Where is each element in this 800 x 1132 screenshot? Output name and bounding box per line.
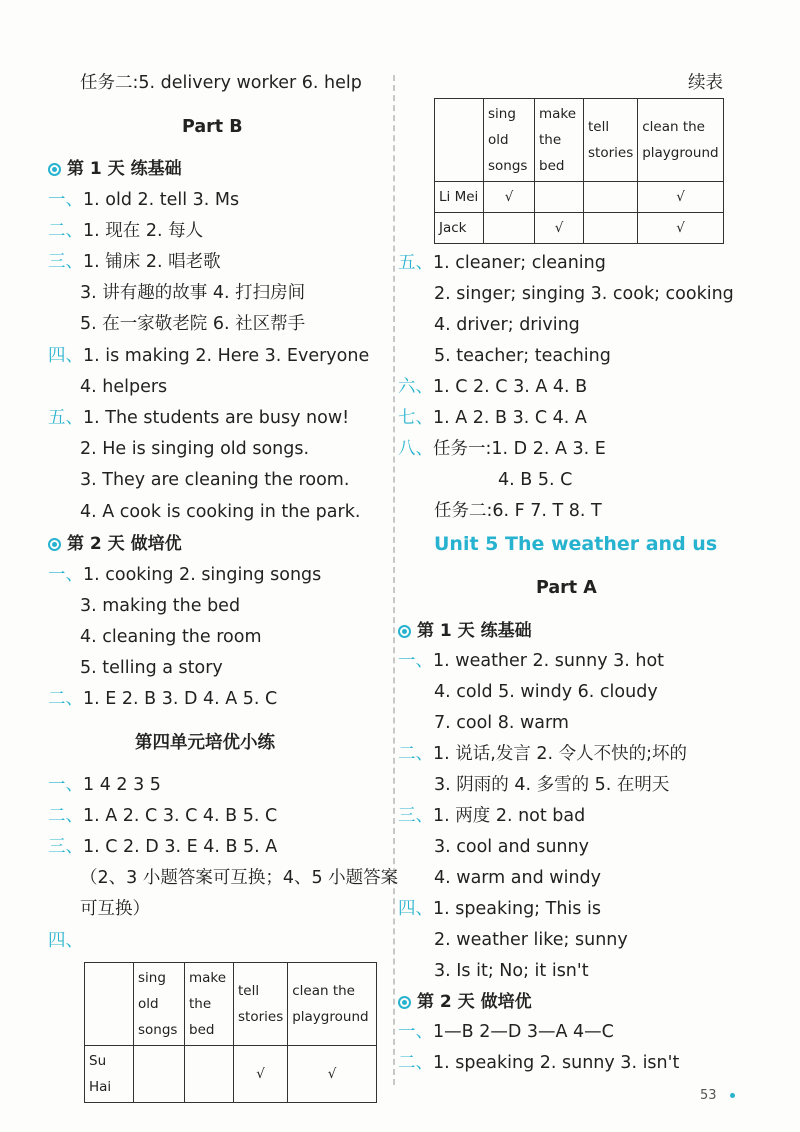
table-row xyxy=(85,1046,377,1103)
answer-line: 二、1. 现在 2. 每人 xyxy=(48,221,204,241)
answer-line: 一、1. old 2. tell 3. Ms xyxy=(48,190,240,210)
table-cell xyxy=(584,182,638,213)
table-cell: √ xyxy=(638,182,724,213)
answer-line: 3. 讲有趣的故事 4. 打扫房间 xyxy=(80,283,306,303)
table-header-cell: sing old songs xyxy=(484,99,535,182)
answer-line: 二、1. speaking 2. sunny 3. isn't xyxy=(398,1053,680,1073)
table-cell xyxy=(134,1046,185,1103)
answer-note: （2、3 小题答案可互换；4、5 小题答案 xyxy=(80,868,399,888)
answer-line: 一、1 4 2 3 5 xyxy=(48,775,161,795)
answer-line: 二、1. E 2. B 3. D 4. A 5. C xyxy=(48,689,278,709)
table-cell xyxy=(435,99,484,182)
page-dot-icon xyxy=(730,1093,735,1098)
table-cell: √ xyxy=(535,213,584,244)
answer-line: 二、1. 说话,发言 2. 令人不快的;坏的 xyxy=(398,744,688,764)
answer-line: 3. cool and sunny xyxy=(434,837,589,857)
answer-line: 4. warm and windy xyxy=(434,868,602,888)
day2-heading: 第 2 天 做培优 xyxy=(398,991,532,1013)
answer-line: 七、1. A 2. B 3. C 4. A xyxy=(398,408,587,428)
column-divider xyxy=(393,75,395,1085)
part-a-heading: Part A xyxy=(536,578,597,598)
table-cell: Jack xyxy=(435,213,484,244)
answer-line: 2. singer; singing 3. cook; cooking xyxy=(434,284,734,304)
answer-line: 3. making the bed xyxy=(80,596,241,616)
answer-line: 4. A cook is cooking in the park. xyxy=(80,502,361,522)
table-header-cell: make the bed xyxy=(535,99,584,182)
answer-line: 任务二:6. F 7. T 8. T xyxy=(434,501,602,521)
answer-line: 一、1. cooking 2. singing songs xyxy=(48,565,322,585)
answer-note: 可互换） xyxy=(80,899,150,919)
answer-line: 3. Is it; No; it isn't xyxy=(434,961,589,981)
table-cell: Li Mei xyxy=(435,182,484,213)
answer-line: 三、1. C 2. D 3. E 4. B 5. A xyxy=(48,837,278,857)
continued-label: 续表 xyxy=(688,73,723,93)
answer-line: 一、1. weather 2. sunny 3. hot xyxy=(398,651,665,671)
table-cell xyxy=(535,182,584,213)
table-row xyxy=(435,182,724,213)
table-header-cell: tell stories xyxy=(584,99,638,182)
answer-line: 二、1. A 2. C 3. C 4. B 5. C xyxy=(48,806,278,826)
table-cell xyxy=(185,1046,234,1103)
circle-bullet-icon xyxy=(48,163,61,176)
day2-heading: 第 2 天 做培优 xyxy=(48,533,182,555)
answer-line: 五、1. cleaner; cleaning xyxy=(398,253,606,273)
answer-line: 4. cold 5. windy 6. cloudy xyxy=(434,682,658,702)
part-b-heading: Part B xyxy=(182,117,243,137)
answer-line: 六、1. C 2. C 3. A 4. B xyxy=(398,377,588,397)
table-cell: √ xyxy=(288,1046,377,1103)
table-cell: √ xyxy=(484,182,535,213)
day1-heading: 第 1 天 练基础 xyxy=(398,620,532,642)
answer-line: 4. B 5. C xyxy=(498,470,573,490)
answer-line: 八、任务一:1. D 2. A 3. E xyxy=(398,439,606,459)
table-header-cell: clean the playground xyxy=(638,99,724,182)
answer-line: 7. cool 8. warm xyxy=(434,713,569,733)
table-header-row xyxy=(435,99,724,182)
left-answer-table xyxy=(84,962,377,1103)
answer-line: 5. telling a story xyxy=(80,658,223,678)
answer-line: 五、1. The students are busy now! xyxy=(48,408,350,428)
page-number: 53 xyxy=(700,1088,717,1103)
answer-line: 一、1—B 2—D 3—A 4—C xyxy=(398,1022,614,1042)
unit5-heading: Unit 5 The weather and us xyxy=(434,533,718,555)
table-header-cell: sing old songs xyxy=(134,963,185,1046)
answer-line: 3. 阴雨的 4. 多雪的 5. 在明天 xyxy=(434,775,670,795)
answer-line: 四、1. is making 2. Here 3. Everyone xyxy=(48,346,370,366)
answer-line: 4. helpers xyxy=(80,377,168,397)
right-answer-table xyxy=(434,98,724,244)
table-row xyxy=(435,213,724,244)
answer-line: 三、1. 两度 2. not bad xyxy=(398,806,586,826)
table-cell: √ xyxy=(638,213,724,244)
answer-line: 4. cleaning the room xyxy=(80,627,262,647)
section-marker: 四、 xyxy=(48,931,83,951)
answer-line: 2. weather like; sunny xyxy=(434,930,628,950)
answer-line: 5. 在一家敬老院 6. 社区帮手 xyxy=(80,314,306,334)
table-header-cell: make the bed xyxy=(185,963,234,1046)
table-cell xyxy=(85,963,134,1046)
circle-bullet-icon xyxy=(398,996,411,1009)
table-cell: √ xyxy=(234,1046,288,1103)
table-cell xyxy=(584,213,638,244)
unit4-practice-heading: 第四单元培优小练 xyxy=(135,733,275,753)
answer-line: 四、1. speaking; This is xyxy=(398,899,601,919)
table-header-cell: clean the playground xyxy=(288,963,377,1046)
circle-bullet-icon xyxy=(398,625,411,638)
answer-line: 3. They are cleaning the room. xyxy=(80,470,350,490)
answer-line: 4. driver; driving xyxy=(434,315,580,335)
table-cell xyxy=(484,213,535,244)
table-cell: Su Hai xyxy=(85,1046,134,1103)
table-header-cell: tell stories xyxy=(234,963,288,1046)
circle-bullet-icon xyxy=(48,538,61,551)
day1-heading: 第 1 天 练基础 xyxy=(48,158,182,180)
answer-line: 5. teacher; teaching xyxy=(434,346,611,366)
answer-line: 三、1. 铺床 2. 唱老歌 xyxy=(48,252,221,272)
answer-line: 2. He is singing old songs. xyxy=(80,439,310,459)
task2-line: 任务二:5. delivery worker 6. help xyxy=(80,73,362,93)
table-header-row xyxy=(85,963,377,1046)
